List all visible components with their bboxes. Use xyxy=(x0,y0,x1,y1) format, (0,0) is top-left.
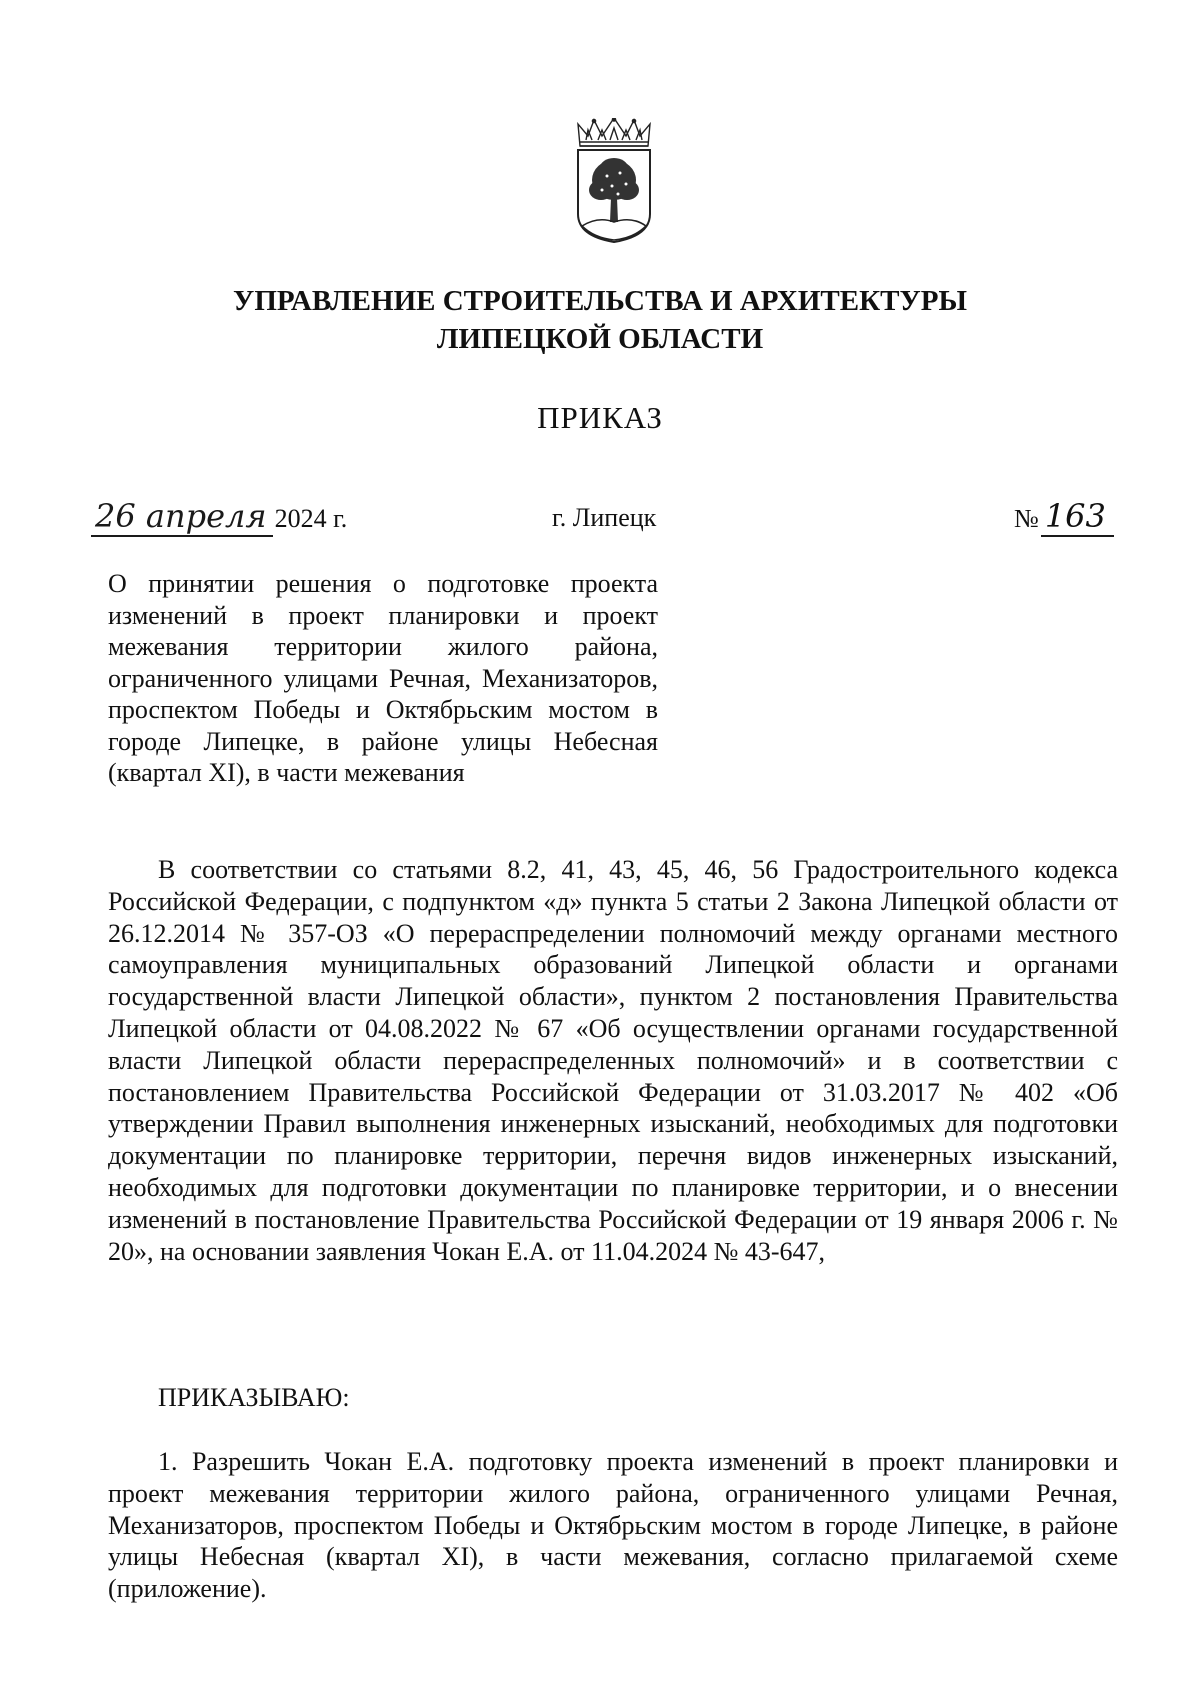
organization-title-line2: ЛИПЕЦКОЙ ОБЛАСТИ xyxy=(436,323,764,355)
document-year: 2024 г. xyxy=(274,504,348,533)
handwritten-number: 163 xyxy=(1041,497,1114,537)
document-city: г. Липецк xyxy=(552,503,657,532)
organization-title xyxy=(0,282,1200,358)
legal-basis-paragraph: В соответствии со статьями 8.2, 41, 43, 45, 46, 56 Градостроительного кодекса Российской Федерации, с подпунктом «д» пункта 5 статьи 2 Закона Липецкой области от 26.12.2014 № 357-ОЗ «О перераспределении полномочий между органами местного самоуправления муниципальных образований Липецкой области и органами государственной власти Липецкой области», пунктом 2 постановления Правительства Липецкой области от 04.08.2022 № 67 «Об осуществлении органами государственной власти Липецкой области перераспределенных полномочий» и в соответствии с постановлением Правительства Российской Федерации от 31.03.2017 № 402 «Об утверждении Правил выполнения инженерных изысканий, необходимых для подготовки документации по планировке территории, перечня видов инженерных изысканий, необходимых для подготовки документации по планировке территории, и о внесении изменений в постановление Правительства Российской Федерации от 19 января 2006 г. № 20», на основании заявления Чокан Е.А. от 11.04.2024 № 43-647, xyxy=(108,855,1118,1266)
document-subject: О принятии решения о подготовке проекта изменений в проект планировки и проект межевания территории жилого района, ограниченного улицами Речная, Механизаторов, проспектом Победы и Октябрьским мостом в городе Липецке, в районе улицы Небесная (квартал XI), в части межевания xyxy=(108,569,658,787)
number-sign: № xyxy=(1014,504,1039,533)
document-type: ПРИКАЗ xyxy=(537,400,663,435)
document-date xyxy=(91,497,347,537)
organization-title-line1: УПРАВЛЕНИЕ СТРОИТЕЛЬСТВА И АРХИТЕКТУРЫ xyxy=(233,285,967,317)
document-number xyxy=(1014,497,1114,537)
coat-of-arms-icon xyxy=(574,118,654,244)
document-meta-row xyxy=(0,497,1200,547)
order-heading: ПРИКАЗЫВАЮ: xyxy=(158,1383,350,1412)
order-item-1: 1. Разрешить Чокан Е.А. подготовку проекта изменений в проект планировки и проект межевания территории жилого района, ограниченного улицами Речная, Механизаторов, проспектом Победы и Октябрьским мостом в городе Липецке, в районе улицы Небесная (квартал XI), в части межевания, согласно прилагаемой схеме (приложение). xyxy=(108,1447,1118,1604)
handwritten-date: 26 апреля xyxy=(91,497,273,537)
